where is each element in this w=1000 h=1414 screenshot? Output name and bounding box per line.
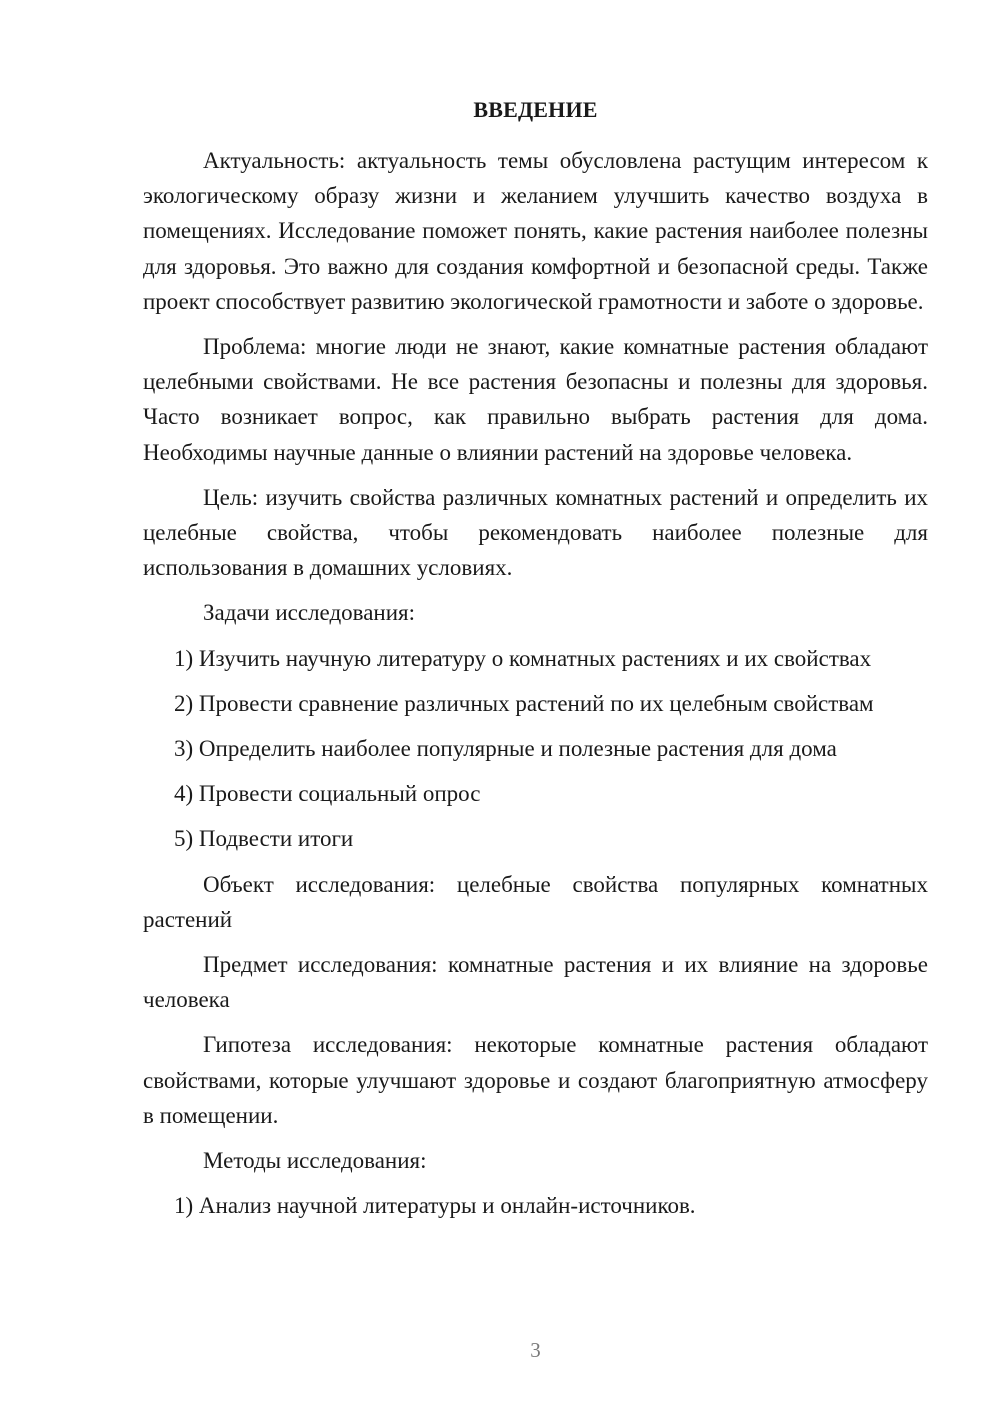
methods-heading: Методы исследования:	[203, 1148, 427, 1174]
object-paragraph: Объект исследования: целебные свойства популярных комнатных растений	[143, 871, 928, 932]
task-item: 1) Изучить научную литературу о комнатных растениях и их свойствах	[174, 645, 872, 671]
document-page	[143, 0, 928, 1414]
methods-list	[143, 1188, 928, 1223]
document-body	[143, 143, 928, 1233]
tasks-heading: Задачи исследования:	[203, 600, 416, 626]
method-item: 1) Анализ научной литературы и онлайн-источников.	[174, 1193, 696, 1219]
tasks-list	[143, 641, 928, 857]
goal-paragraph: Цель: изучить свойства различных комнатных растений и определить их целебные свойства, чтобы рекомендовать наиболее полезные для использования в домашних условиях.	[143, 484, 928, 581]
hypothesis-paragraph: Гипотеза исследования: некоторые комнатные растения обладают свойствами, которые улучшают здоровье и создают благоприятную атмосферу в помещении.	[143, 1032, 928, 1128]
task-item: 4) Провести социальный опрос	[174, 781, 481, 807]
task-item: 2) Провести сравнение различных растений по их целебным свойствам	[174, 690, 874, 716]
problem-paragraph: Проблема: многие люди не знают, какие комнатные растения обладают целебными свойствами. Не все растения безопасны и полезны для здоровья. Часто возникает вопрос, как правильно выбрать растения для дома. Необходимы научные данные о влиянии растений на здоровье человека.	[143, 334, 928, 465]
page-number: 3	[530, 1338, 541, 1362]
section-heading: ВВЕДЕНИЕ	[473, 97, 598, 122]
subject-paragraph: Предмет исследования: комнатные растения и их влияние на здоровье человека	[143, 952, 928, 1013]
task-item: 5) Подвести итоги	[174, 826, 354, 852]
task-item: 3) Определить наиболее популярные и полезные растения для дома	[174, 736, 837, 762]
relevance-paragraph: Актуальность: актуальность темы обусловлена растущим интересом к экологическому образу жизни и желанием улучшить качество воздуха в помещениях. Исследование поможет понять, какие растения наиболее полезны для здоровья. Это важно для создания комфортной и безопасной среды. Также проект способствует развитию экологической грамотности и заботе о здоровье.	[143, 148, 928, 314]
